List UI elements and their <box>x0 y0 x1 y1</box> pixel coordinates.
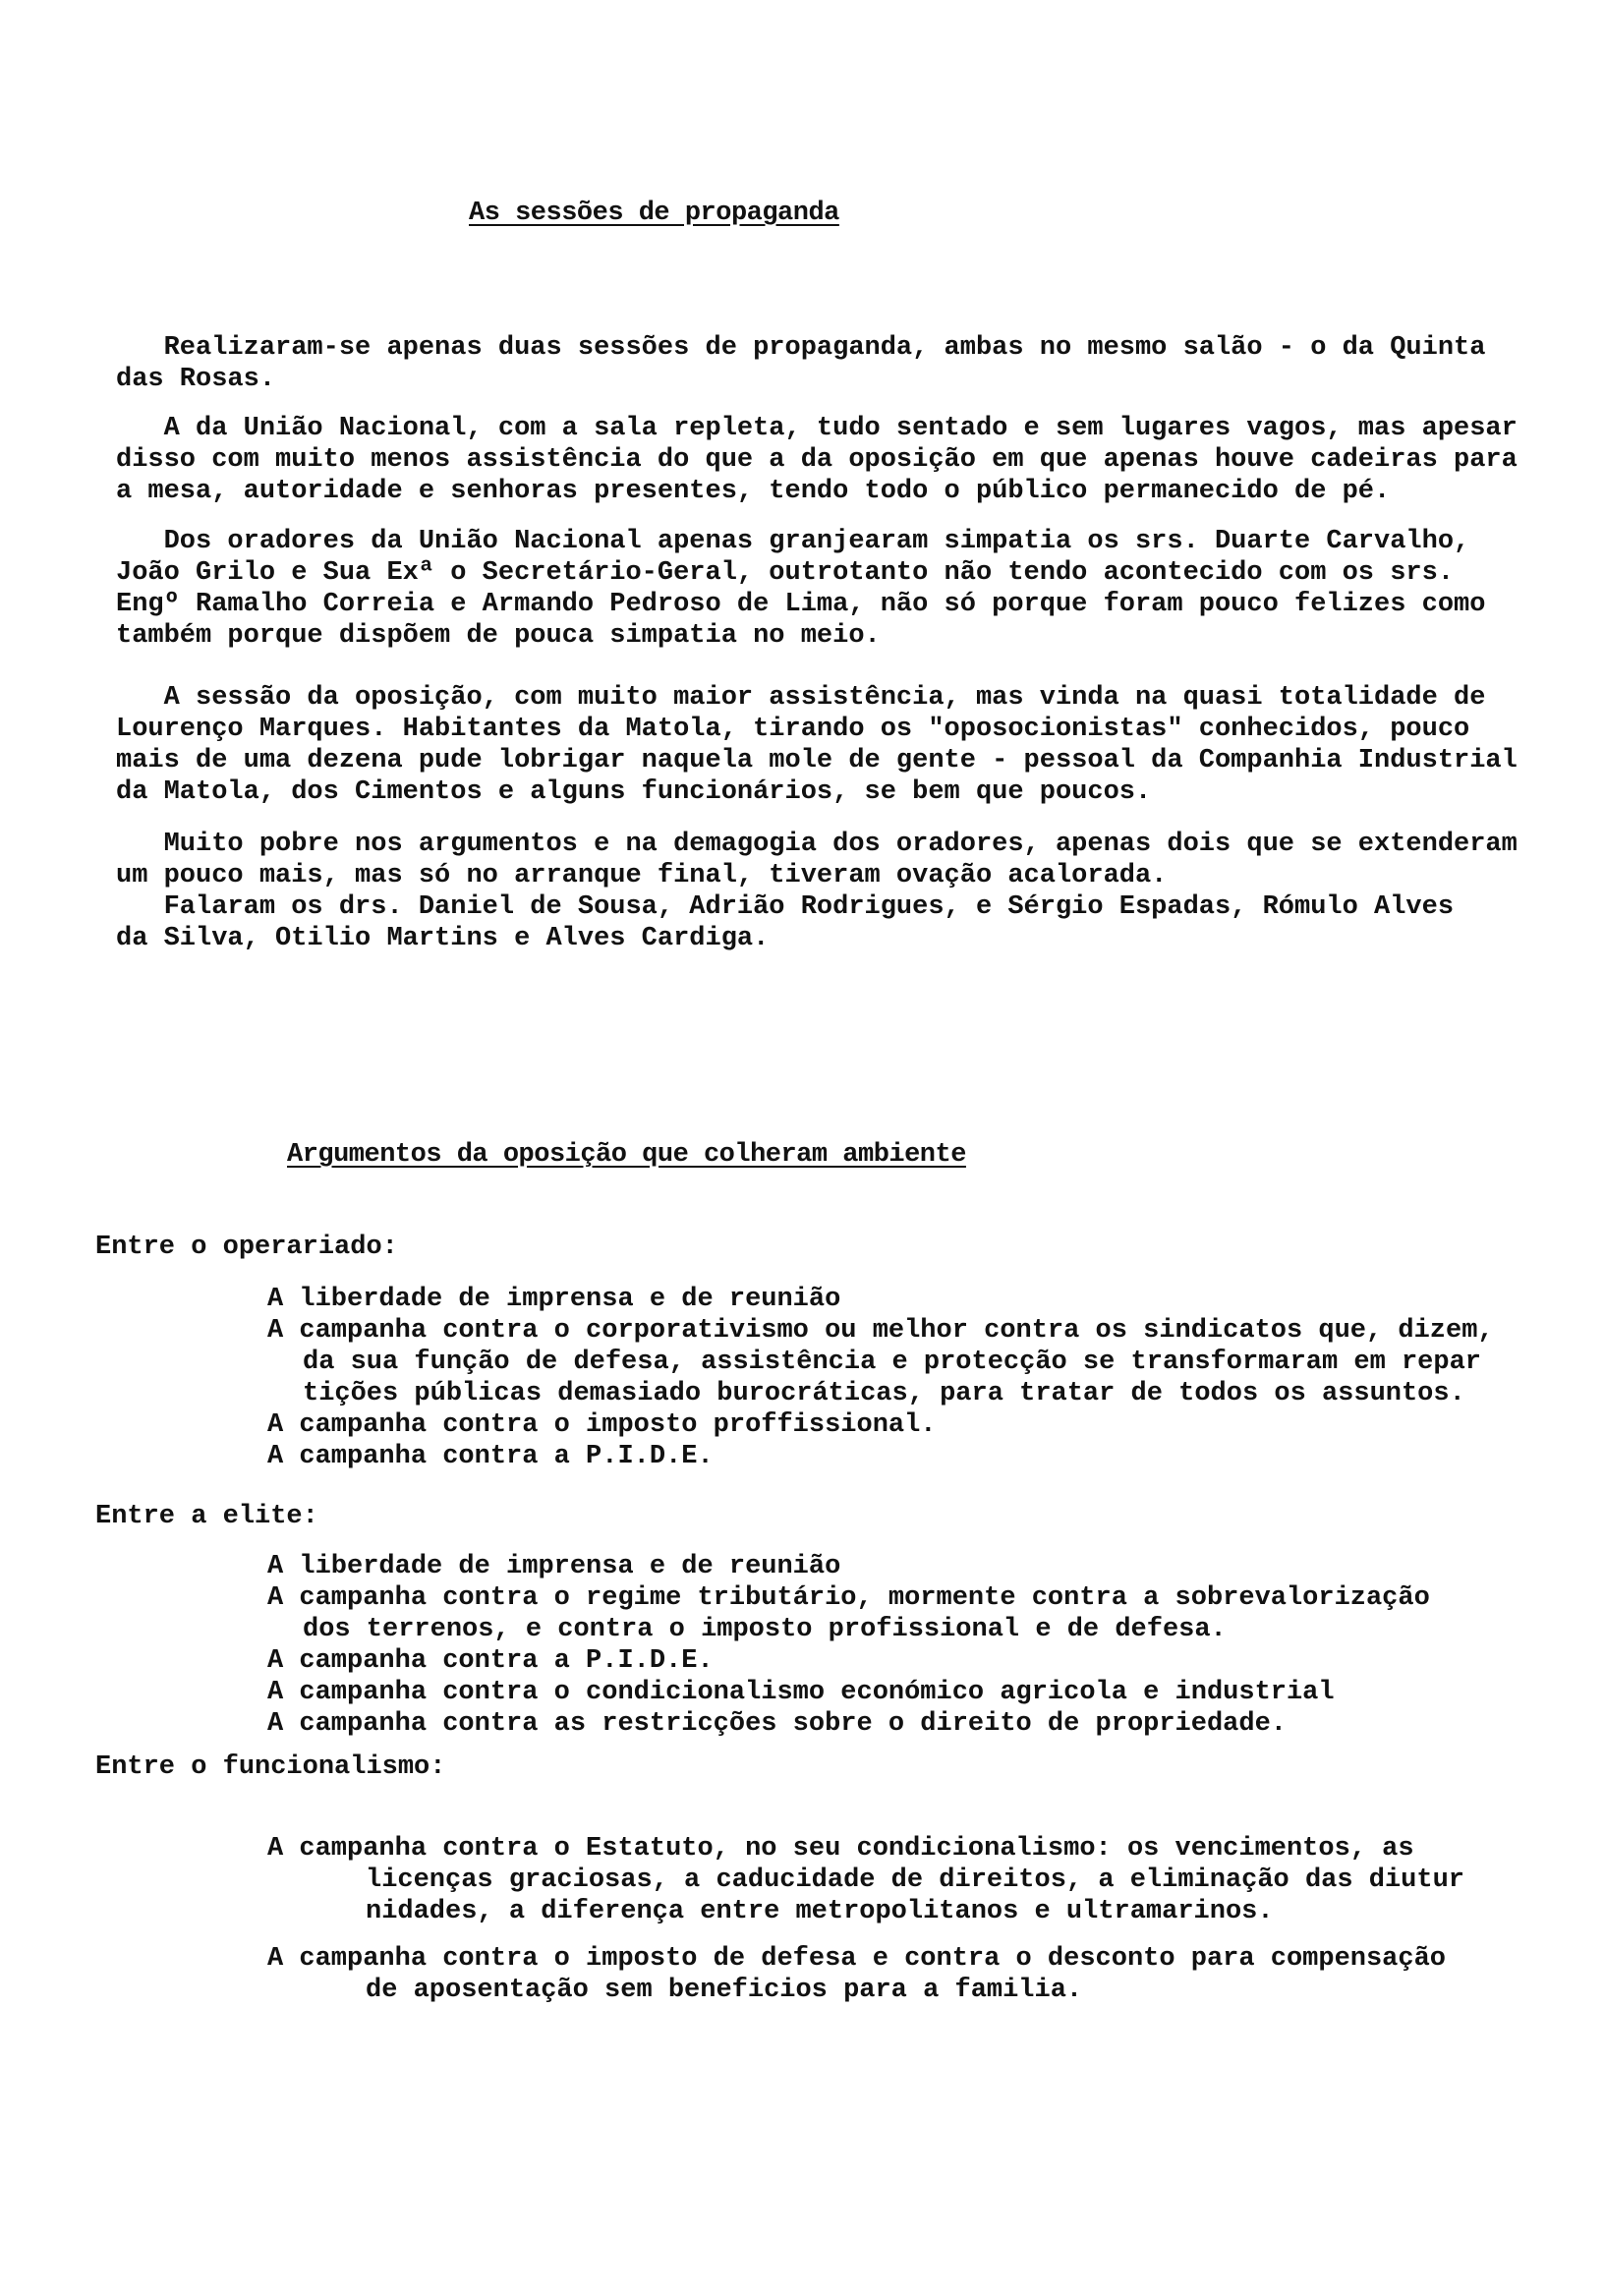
paragraph-line: Muito pobre nos argumentos e na demagogia dos oradores, apenas dois que se extenderam <box>116 830 1518 859</box>
item-line: dos terrenos, e contra o imposto profissional e de defesa. <box>303 1615 1227 1644</box>
list-item <box>267 1833 1575 1927</box>
item-line: A liberdade de imprensa e de reunião <box>267 1285 841 1314</box>
item-line: da sua função de defesa, assistência e protecção se transformaram em repar <box>303 1348 1481 1377</box>
item-line: A campanha contra a P.I.D.E. <box>267 1646 714 1676</box>
paragraph-line: A da União Nacional, com a sala repleta, tudo sentado e sem lugares vagos, mas apesar <box>116 414 1518 443</box>
paragraph-line: João Grilo e Sua Exª o Secretário-Geral, outrotanto não tendo acontecido com os srs. <box>116 558 1455 588</box>
list-item <box>267 1677 1575 1708</box>
paragraph-5 <box>116 829 1541 954</box>
list-item <box>267 1645 1575 1677</box>
item-line: A campanha contra o imposto de defesa e contra o desconto para compensação <box>267 1944 1446 1974</box>
item-line: A campanha contra a P.I.D.E. <box>267 1442 714 1471</box>
paragraph-line: A sessão da oposição, com muito maior assistência, mas vinda na quasi totalidade de <box>116 683 1486 713</box>
section-title-propaganda: As sessões de propaganda <box>469 199 839 228</box>
paragraph-line: da Matola, dos Cimentos e alguns funcionários, se bem que poucos. <box>116 777 1152 807</box>
group-label-operariado: Entre o operariado: <box>95 1233 398 1262</box>
group-label-elite: Entre a elite: <box>95 1502 318 1531</box>
group-list-elite <box>267 1551 1575 1740</box>
list-item <box>267 1943 1575 2006</box>
paragraph-line: também porque dispõem de pouca simpatia no meio. <box>116 621 881 651</box>
paragraph-3 <box>116 526 1541 652</box>
list-item <box>267 1708 1575 1740</box>
group-list-funcionalismo <box>267 1833 1575 2006</box>
paragraph-line: das Rosas. <box>116 365 276 394</box>
paragraph-line: Falaram os drs. Daniel de Sousa, Adrião Rodrigues, e Sérgio Espadas, Rómulo Alves <box>116 892 1455 922</box>
paragraph-line: um pouco mais, mas só no arranque final, tiveram ovação acalorada. <box>116 861 1168 890</box>
item-line: de aposentação sem beneficios para a familia. <box>366 1976 1083 2005</box>
paragraph-4 <box>116 682 1541 808</box>
list-item <box>267 1315 1575 1409</box>
item-line: licenças graciosas, a caducidade de direitos, a eliminação das diutur <box>366 1866 1464 1895</box>
paragraph-1 <box>116 332 1541 395</box>
paragraph-line: Lourenço Marques. Habitantes da Matola, tirando os "oposocionistas" conhecidos, pouco <box>116 715 1470 744</box>
paragraph-2 <box>116 413 1541 507</box>
item-line: A liberdade de imprensa e de reunião <box>267 1552 841 1581</box>
paragraph-line: Realizaram-se apenas duas sessões de propaganda, ambas no mesmo salão - o da Quinta <box>116 333 1486 363</box>
paragraph-line: da Silva, Otilio Martins e Alves Cardiga. <box>116 924 770 953</box>
group-label-funcionalismo: Entre o funcionalismo: <box>95 1752 446 1782</box>
section-title-argumentos: Argumentos da oposição que colheram ambiente <box>287 1140 966 1170</box>
item-line: A campanha contra o regime tributário, mormente contra a sobrevalorização <box>267 1583 1430 1613</box>
paragraph-line: mais de uma dezena pude lobrigar naquela mole de gente - pessoal da Companhia Industrial <box>116 746 1518 775</box>
item-line: A campanha contra as restricções sobre o direito de propriedade. <box>267 1709 1287 1739</box>
paragraph-line: a mesa, autoridade e senhoras presentes, tendo todo o público permanecido de pé. <box>116 477 1391 506</box>
list-item <box>267 1582 1575 1645</box>
item-line: A campanha contra o condicionalismo económico agricola e industrial <box>267 1678 1335 1707</box>
list-item <box>267 1409 1575 1441</box>
paragraph-line: disso com muito menos assistência do que a da oposição em que apenas houve cadeiras para <box>116 445 1518 475</box>
paragraph-line: Engº Ramalho Correia e Armando Pedroso de Lima, não só porque foram pouco felizes como <box>116 590 1486 619</box>
item-line: A campanha contra o corporativismo ou melhor contra os sindicatos que, dizem, <box>267 1316 1494 1346</box>
group-list-operariado <box>267 1284 1575 1472</box>
list-item <box>267 1441 1575 1472</box>
paragraph-line: Dos oradores da União Nacional apenas granjearam simpatia os srs. Duarte Carvalho, <box>116 527 1470 556</box>
item-line: tições públicas demasiado burocráticas, para tratar de todos os assuntos. <box>303 1379 1465 1408</box>
list-item <box>267 1551 1575 1582</box>
list-item <box>267 1284 1575 1315</box>
item-line: A campanha contra o imposto proffissional. <box>267 1410 937 1440</box>
item-line: A campanha contra o Estatuto, no seu condicionalismo: os vencimentos, as <box>267 1834 1414 1864</box>
item-line: nidades, a diferença entre metropolitanos e ultramarinos. <box>366 1897 1274 1926</box>
